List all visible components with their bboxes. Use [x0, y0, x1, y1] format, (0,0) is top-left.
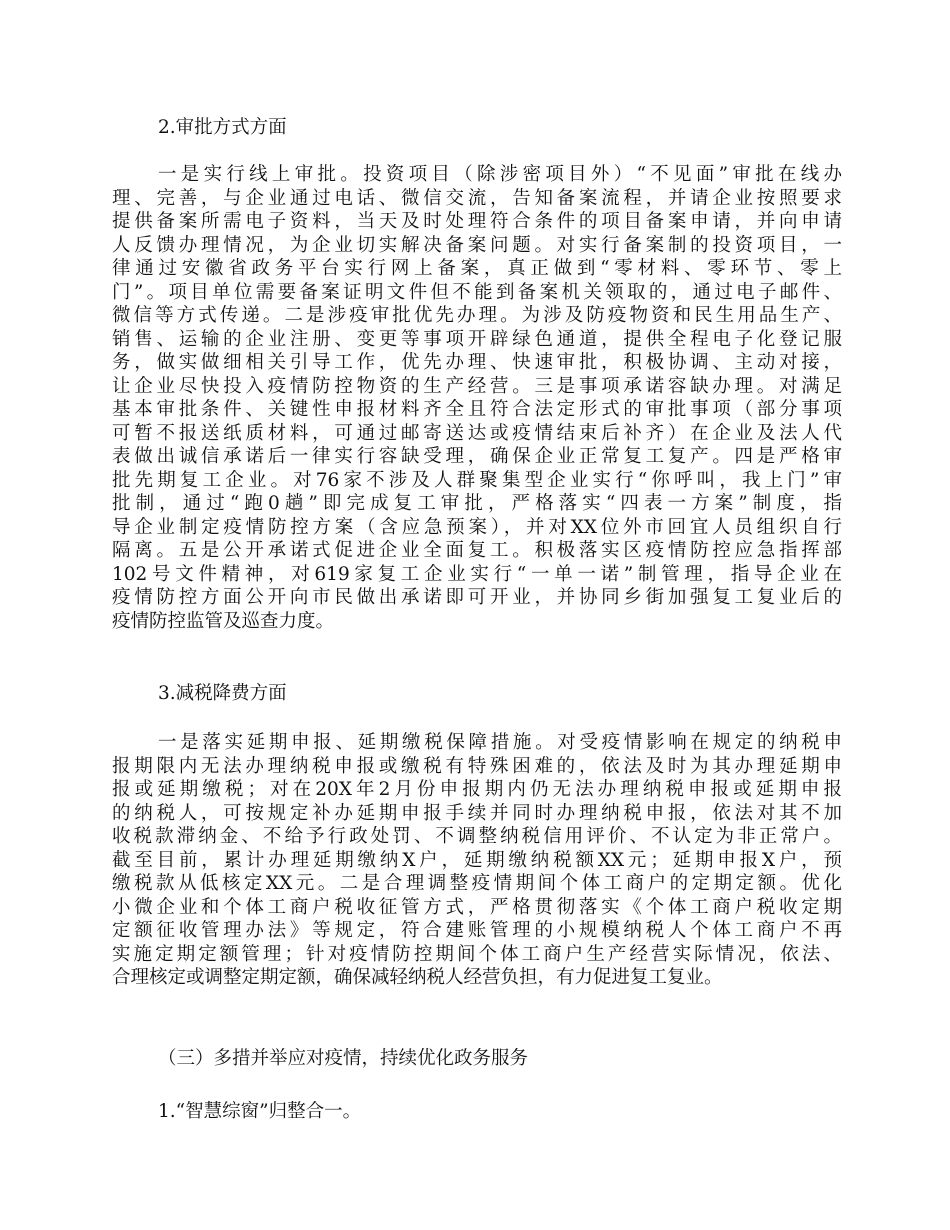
paragraph-approval-line: 销售、运输的企业注册、变更等事项开辟绿色通道，提供全程电子化登记服: [112, 328, 842, 350]
paragraph-approval-line: 务，做实做细相关引导工作，优先办理、快速审批，积极协调、主动对接，: [112, 352, 842, 373]
paragraph-tax: [112, 731, 842, 990]
paragraph-approval-line: 微信等方式传递。二是涉疫审批优先办理。为涉及防疫物资和民生用品生产、: [112, 305, 842, 326]
paragraph-tax-line: 收税款滞纳金、不给予行政处罚、不调整纳税信用评价、不认定为非正常户。: [112, 826, 842, 847]
paragraph-approval-line: 批制，通过“跑0趟”即完成复工审批，严格落实“四表一方案”制度，指: [112, 493, 842, 514]
paragraph-tax-line: 缴税款从低核定XX元。二是合理调整疫情期间个体工商户的定期定额。优化: [112, 873, 842, 894]
paragraph-approval-line: 102号文件精神，对619家复工企业实行“一单一诺”制管理，指导企业在: [112, 563, 842, 585]
paragraph-approval-line: 疫情防控监管及巡查力度。: [112, 610, 335, 632]
paragraph-approval-line: 提供备案所需电子资料，当天及时处理符合条件的项目备案申请，并向申请: [112, 211, 842, 232]
paragraph-tax-line: 实施定期定额管理；针对疫情防控期间个体工商户生产经营实际情况，依法、: [112, 943, 842, 965]
paragraph-approval-line: 人反馈办理情况，为企业切实解决备案问题。对实行备案制的投资项目，一: [112, 234, 842, 256]
paragraph-approval-line: 一是实行线上审批。投资项目（除涉密项目外）“不见面”审批在线办: [158, 164, 842, 185]
section-heading-measures: （三）多措并举应对疫情，持续优化政务服务: [158, 1048, 529, 1069]
paragraph-approval-line: 律通过安徽省政务平台实行网上备案，真正做到“零材料、零环节、零上: [112, 258, 842, 279]
paragraph-approval: [112, 163, 842, 633]
paragraph-approval-line: 可暂不报送纸质材料，可通过邮寄送达或疫情结束后补齐）在企业及法人代: [112, 422, 842, 444]
paragraph-approval-line: 门”。项目单位需要备案证明文件但不能到备案机关领取的，通过电子邮件、: [112, 281, 842, 303]
paragraph-approval-line: 表做出诚信承诺后一律实行容缺受理，确保企业正常复工复产。四是严格审: [112, 446, 842, 467]
paragraph-tax-line: 小微企业和个体工商户税收征管方式，严格贯彻落实《个体工商户税收定期: [112, 896, 842, 918]
paragraph-tax-line: 报或延期缴税；对在20X年2月份申报期内仍无法办理纳税申报或延期申报: [112, 779, 842, 800]
paragraph-approval-line: 疫情防控方面公开向市民做出承诺即可开业，并协同乡街加强复工复业后的: [112, 587, 842, 608]
paragraph-tax-line: 的纳税人，可按规定补办延期申报手续并同时办理纳税申报，依法对其不加: [112, 802, 842, 824]
section-heading-approval: 2.审批方式方面: [158, 117, 287, 138]
paragraph-tax-line: 一是落实延期申报、延期缴税保障措施。对受疫情影响在规定的纳税申: [158, 732, 842, 753]
paragraph-approval-line: 让企业尽快投入疫情防控物资的生产经营。三是事项承诺容缺办理。对满足: [112, 375, 842, 397]
section-heading-smart-window: 1.“智慧综窗”归整合一。: [158, 1101, 362, 1122]
paragraph-tax-line: 合理核定或调整定期定额，确保减轻纳税人经营负担，有力促进复工复业。: [112, 967, 723, 988]
paragraph-tax-line: 截至目前，累计办理延期缴纳X户，延期缴纳税额XX元；延期申报X户，预: [112, 849, 842, 871]
paragraph-approval-line: 基本审批条件、关键性申报材料齐全且符合法定形式的审批事项（部分事项: [112, 399, 842, 420]
paragraph-tax-line: 报期限内无法办理纳税申报或缴税有特殊困难的，依法及时为其办理延期申: [112, 755, 842, 777]
paragraph-approval-line: 隔离。五是公开承诺式促进企业全面复工。积极落实区疫情防控应急指挥部: [112, 540, 842, 561]
section-heading-tax: 3.减税降费方面: [158, 683, 287, 704]
paragraph-approval-line: 理、完善，与企业通过电话、微信交流，告知备案流程，并请企业按照要求: [112, 187, 842, 209]
paragraph-tax-line: 定额征收管理办法》等规定，符合建账管理的小规模纳税人个体工商户不再: [112, 920, 842, 941]
paragraph-approval-line: 批先期复工企业。对76家不涉及人群聚集型企业实行“你呼叫，我上门”审: [112, 469, 842, 491]
paragraph-approval-line: 导企业制定疫情防控方案（含应急预案），并对XX位外市回宜人员组织自行: [112, 516, 842, 538]
